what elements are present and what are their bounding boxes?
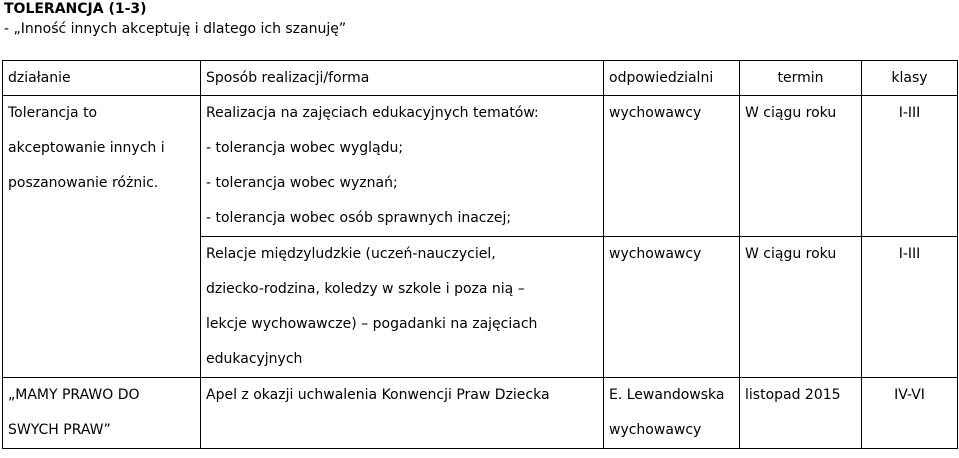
method-line: lekcje wychowawcze) – pogadanki na zajęciach [206,316,538,332]
header-classes: klasy [862,61,958,96]
table-row [3,96,958,237]
responsible-line: wychowawcy [609,422,702,438]
action-cell [3,378,201,449]
method-line: - tolerancja wobec osób sprawnych inaczej; [206,210,512,226]
action-line: „MAMY PRAWO DO [8,387,140,403]
responsible-line: E. Lewandowska [609,387,725,403]
header-method: Sposób realizacji/forma [201,61,604,96]
method-line: Apel z okazji uchwalenia Konwencji Praw Dziecka [206,387,550,403]
responsible-line: wychowawcy [609,105,702,121]
action-line: akceptowanie innych i [8,140,165,156]
table-header-row [3,61,958,96]
responsible-cell [604,237,740,378]
action-line: Tolerancja to [8,105,98,121]
header-action: działanie [3,61,201,96]
method-line: Relacje międzyludzkie (uczeń-nauczyciel, [206,246,496,262]
action-line: SWYCH PRAW” [8,422,111,438]
document-title: TOLERANCJA (1-3) [4,1,147,17]
term-cell [740,237,862,378]
method-line: - tolerancja wobec wyglądu; [206,140,404,156]
term-line: W ciągu roku [745,105,837,121]
header-term: termin [740,61,862,96]
method-cell [201,378,604,449]
method-cell [201,96,604,237]
classes-line: I-III [898,105,921,121]
plan-table [2,60,958,449]
responsible-cell [604,378,740,449]
action-cell [3,96,201,378]
document-subtitle: - „Inność innych akceptuję i dlatego ich szanuję” [4,21,347,37]
term-cell [740,96,862,237]
classes-line: I-III [898,246,921,262]
method-line: - tolerancja wobec wyznań; [206,175,398,191]
header-responsible: odpowiedzialni [604,61,740,96]
responsible-line: wychowawcy [609,246,702,262]
table-row [3,378,958,449]
method-line: Realizacja na zajęciach edukacyjnych tematów: [206,105,539,121]
classes-cell [862,378,958,449]
action-line: poszanowanie różnic. [8,175,159,191]
classes-line: IV-VI [894,387,925,403]
method-line: edukacyjnych [206,351,303,367]
method-cell [201,237,604,378]
classes-cell [862,237,958,378]
responsible-cell [604,96,740,237]
term-cell [740,378,862,449]
term-line: listopad 2015 [745,387,841,403]
term-line: W ciągu roku [745,246,837,262]
method-line: dziecko-rodzina, koledzy w szkole i poza nią – [206,281,525,297]
classes-cell [862,96,958,237]
